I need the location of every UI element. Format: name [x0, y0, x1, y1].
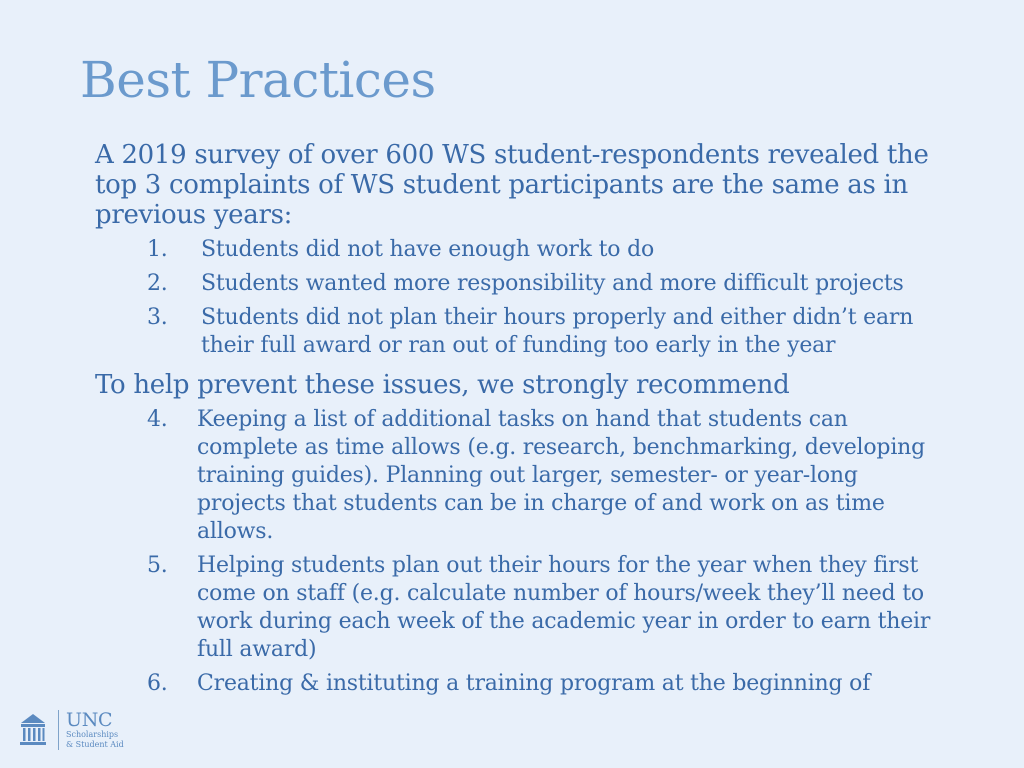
item-number: 5. — [147, 553, 168, 578]
complaints-list — [95, 236, 955, 360]
old-well-icon — [18, 712, 48, 748]
recommendations-list — [95, 406, 955, 698]
item-text: Keeping a list of additional tasks on hand that students can complete as time allows (e.g. research, benchmarking, developing training guides). Planning out larger, semester- or year-long projects that students can be in charge of and work on as time allows. — [197, 407, 926, 544]
logo-divider — [58, 710, 59, 750]
unc-logo — [18, 708, 124, 752]
item-text: Creating & instituting a training program at the beginning of — [197, 671, 871, 696]
list-item — [95, 552, 955, 664]
logo-line-2: & Student Aid — [66, 739, 124, 749]
item-text: Helping students plan out their hours for the year when they first come on staff (e.g. calculate number of hours/week they’ll need to work during each week of the academic year in order to earn their full award) — [197, 553, 931, 662]
item-text: Students wanted more responsibility and more difficult projects — [201, 271, 904, 296]
item-text: Students did not have enough work to do — [201, 237, 655, 262]
slide-content — [95, 140, 955, 698]
list-item — [95, 304, 955, 360]
slide-title: Best Practices — [80, 51, 436, 109]
survey-intro: A 2019 survey of over 600 WS student-respondents revealed the top 3 complaints of WS student participants are the same as in previous years: — [95, 140, 929, 230]
list-item — [95, 406, 955, 546]
item-number: 6. — [147, 671, 168, 696]
item-number: 2. — [147, 271, 168, 296]
item-number: 3. — [147, 305, 168, 330]
list-item — [95, 670, 955, 698]
item-number: 4. — [147, 407, 168, 432]
logo-line-1: Scholarships — [66, 729, 119, 739]
logo-text — [66, 708, 124, 750]
list-item — [95, 270, 955, 298]
recommend-intro: To help prevent these issues, we strongly recommend — [95, 370, 790, 400]
item-number: 1. — [147, 237, 168, 262]
item-text: Students did not plan their hours properly and either didn’t earn their full award or ran out of funding too early in the year — [201, 305, 914, 358]
list-item — [95, 236, 955, 264]
logo-unc: UNC — [66, 708, 113, 731]
